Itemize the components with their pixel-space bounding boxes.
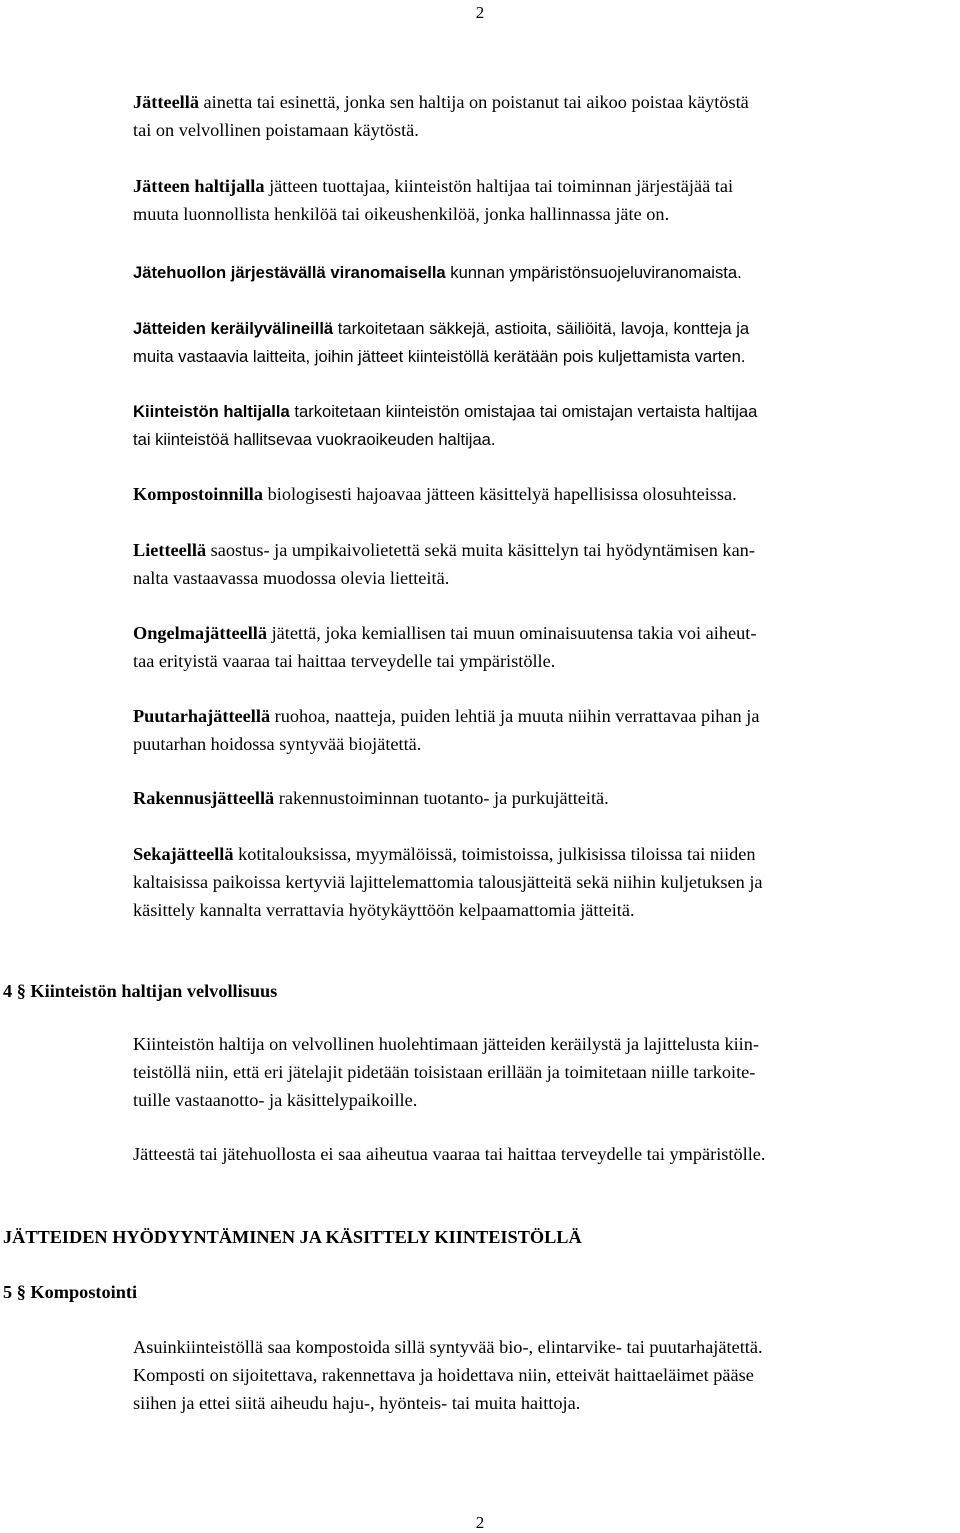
section-5-heading: 5 § Kompostointi	[3, 1282, 138, 1302]
definition-kompostoinnilla: Kompostoinnilla biologisesti hajoavaa jätteen käsittelyä hapellisissa olosuhteissa.	[133, 484, 737, 504]
section-4-paragraph-1: Kiinteistön haltija on velvollinen huolehtimaan jätteiden keräilystä ja lajittelusta kiin- teistöllä niin, että eri jätelajit pidetään toisistaan erillään ja toimitetaan niille tarkoite- tuille vastaanotto- ja käsittelypaikoille.	[133, 1034, 759, 1110]
definition-jatteen-haltijalla: Jätteen haltijalla jätteen tuottajaa, kiinteistön haltijaa tai toiminnan järjestäjää tai muuta luonnollista henkilöä tai oikeushenkilöä, jonka hallinnassa jäte on.	[133, 176, 734, 224]
chapter-heading: JÄTTEIDEN HYÖDYYNTÄMINEN JA KÄSITTELY KIINTEISTÖLLÄ	[3, 1227, 582, 1247]
page-number-bottom: 2	[475, 1513, 485, 1532]
definition-term: Jätteiden keräilyvälineillä	[133, 319, 334, 338]
definition-term: Kompostoinnilla	[133, 484, 264, 504]
definition-term: Ongelmajätteellä	[133, 623, 268, 643]
definition-term: Lietteellä	[133, 540, 207, 560]
definition-jatteella: Jätteellä ainetta tai esinettä, jonka sen haltija on poistanut tai aikoo poistaa käytöstä tai on velvollinen poistamaan käytöstä.	[133, 92, 749, 140]
definition-term: Rakennusjätteellä	[133, 788, 275, 808]
definition-term: Jätehuollon järjestävällä viranomaisella	[133, 263, 446, 282]
definition-jatehuollon-viranomainen: Jätehuollon järjestävällä viranomaisella kunnan ympäristönsuojeluviranomaista.	[133, 263, 742, 282]
definition-term: Jätteen haltijalla	[133, 176, 265, 196]
page-number-top: 2	[475, 3, 485, 22]
definition-ongelmajatteella: Ongelmajätteellä jätettä, joka kemiallisen tai muun ominaisuutensa takia voi aiheut- taa erityistä vaaraa tai haittaa terveydelle tai ympäristölle.	[133, 623, 757, 671]
definition-sekajatteella: Sekajätteellä kotitalouksissa, myymälöissä, toimistoissa, julkisissa tiloissa tai niiden kaltaisissa paikoissa kertyviä lajittelemattomia talousjätteitä sekä niihin kuljetuksen ja käsittely kannalta verrattavia hyötykäyttöön kelpaamattomia jätteitä.	[133, 844, 763, 920]
definition-term: Kiinteistön haltijalla	[133, 402, 290, 421]
definition-rakennusjatteella: Rakennusjätteellä rakennustoiminnan tuotanto- ja purkujätteitä.	[133, 788, 609, 808]
definition-kiinteiston-haltijalla: Kiinteistön haltijalla tarkoitetaan kiinteistön omistajaa tai omistajan vertaista haltijaa tai kiinteistöä hallitsevaa vuokraoikeuden haltijaa.	[133, 402, 758, 449]
section-4-heading: 4 § Kiinteistön haltijan velvollisuus	[3, 981, 278, 1001]
definition-keraily-valineet: Jätteiden keräilyvälineillä tarkoitetaan säkkejä, astioita, säiliöitä, lavoja, kontteja ja muita vastaavia laitteita, joihin jätteet kiinteistöllä kerätään pois kuljettamista varten.	[133, 319, 750, 366]
definition-term: Sekajätteellä	[133, 844, 234, 864]
section-4-paragraph-2: Jätteestä tai jätehuollosta ei saa aiheutua vaaraa tai haittaa terveydelle tai ympäristölle.	[133, 1144, 766, 1164]
section-5-paragraph-1: Asuinkiinteistöllä saa kompostoida sillä syntyvää bio-, elintarvike- tai puutarhajätettä. Komposti on sijoitettava, rakennettava ja hoidettava niin, etteivät haittaeläimet pääse siihen ja ettei siitä aiheudu haju-, hyönteis- tai muita haittoja.	[133, 1337, 763, 1413]
definition-puutarhajatteella: Puutarhajätteellä ruohoa, naatteja, puiden lehtiä ja muuta niihin verrattavaa pihan ja puutarhan hoidossa syntyvää biojätettä.	[133, 706, 760, 754]
definition-term: Jätteellä	[133, 92, 199, 112]
definition-lietteella: Lietteellä saostus- ja umpikaivolietettä sekä muita käsittelyn tai hyödyntämisen kan- nalta vastaavassa muodossa olevia lietteitä.	[133, 540, 755, 588]
definition-term: Puutarhajätteellä	[133, 706, 271, 726]
